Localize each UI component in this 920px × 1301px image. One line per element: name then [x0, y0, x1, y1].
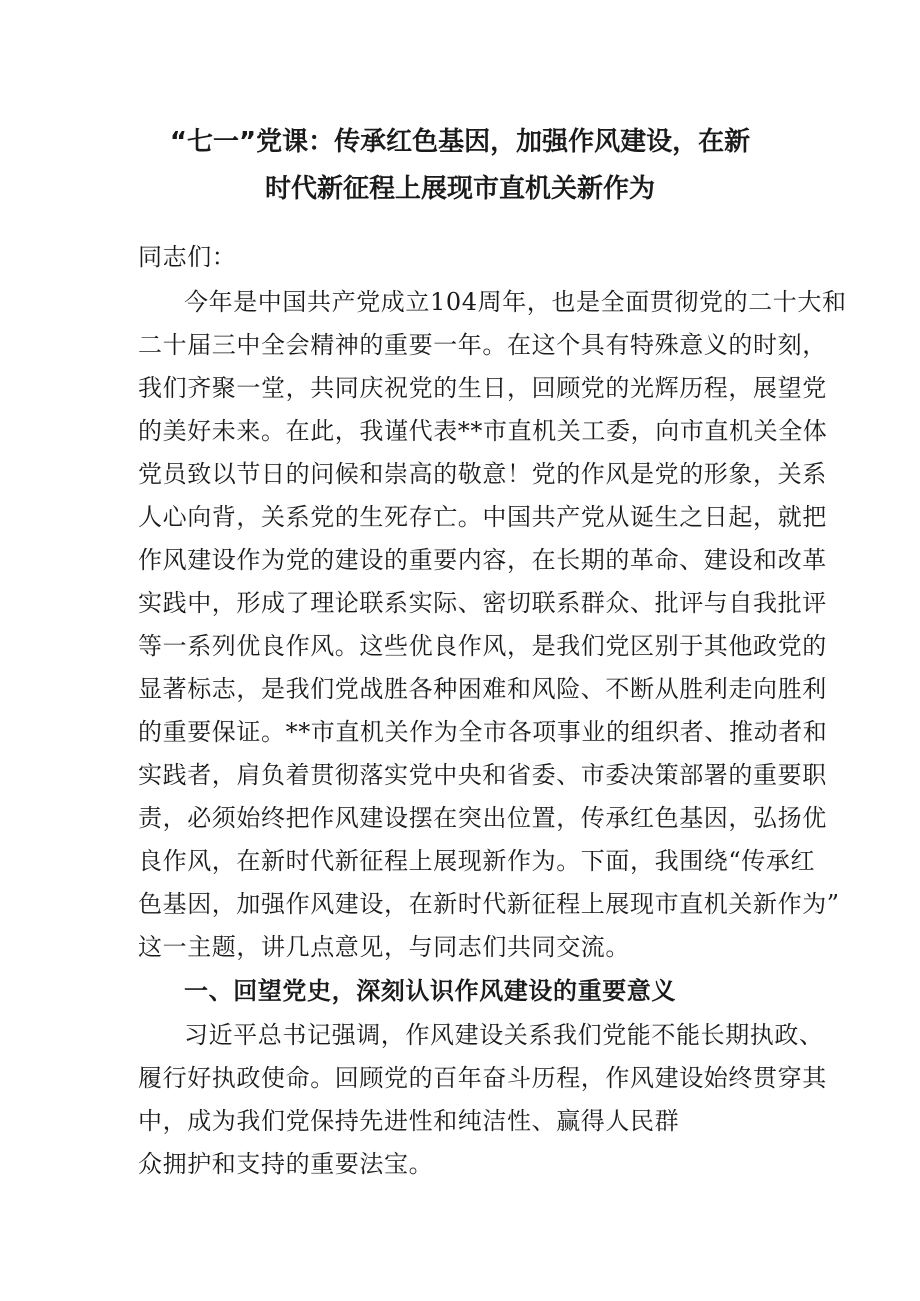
paragraph-2-line: 中，成为我们党保持先进性和纯洁性、赢得人民群 — [138, 1107, 680, 1135]
paragraph-1-line: 实践中，形成了理论联系实际、密切联系群众、批评与自我批评 — [138, 589, 827, 617]
paragraph-1-line: 今年是中国共产党成立104周年，也是全面贯彻党的二十大和 — [184, 288, 847, 316]
paragraph-2-line: 习近平总书记强调，作风建设关系我们党能不能长期执政、 — [184, 1021, 824, 1049]
paragraph-1-line: 党员致以节日的问候和崇高的敬意！党的作风是党的形象，关系 — [138, 460, 827, 488]
paragraph-1-line: 的美好未来。在此，我谨代表**市直机关工委，向市直机关全体 — [138, 417, 828, 445]
paragraph-2-line: 众拥护和支持的重要法宝。 — [138, 1150, 434, 1178]
paragraph-1-line: 显著标志，是我们党战胜各种困难和风险、不断从胜利走向胜利 — [138, 675, 827, 703]
document-title-line-1: “七一”党课：传承红色基因，加强作风建设，在新 — [169, 127, 751, 157]
document-title-line-2: 时代新征程上展现市直机关新作为 — [264, 174, 655, 204]
paragraph-1-line: 色基因，加强作风建设，在新时代新征程上展现市直机关新作为” — [138, 890, 840, 918]
paragraph-1-line: 的重要保证。**市直机关作为全市各项事业的组织者、推动者和 — [138, 718, 828, 746]
paragraph-1-line: 人心向背，关系党的生死存亡。中国共产党从诞生之日起，就把 — [138, 503, 827, 531]
section-heading: 一、回望党史，深刻认识作风建设的重要意义 — [184, 976, 676, 1005]
paragraph-1-line: 作风建设作为党的建设的重要内容，在长期的革命、建设和改革 — [138, 546, 827, 574]
paragraph-1-line: 责，必须始终把作风建设摆在突出位置，传承红色基因，弘扬优 — [138, 804, 827, 832]
paragraph-1-line: 我们齐聚一堂，共同庆祝党的生日，回顾党的光辉历程，展望党 — [138, 374, 827, 402]
paragraph-1-line: 这一主题，讲几点意见，与同志们共同交流。 — [138, 933, 630, 961]
paragraph-1-line: 实践者，肩负着贯彻落实党中央和省委、市委决策部署的重要职 — [138, 761, 827, 789]
paragraph-2-line: 履行好执政使命。回顾党的百年奋斗历程，作风建设始终贯穿其 — [138, 1064, 827, 1092]
paragraph-1-line: 二十届三中全会精神的重要一年。在这个具有特殊意义的时刻， — [138, 331, 827, 359]
paragraph-1-line: 良作风，在新时代新征程上展现新作为。下面，我围绕“传承红 — [138, 847, 816, 875]
paragraph-1-line: 等一系列优良作风。这些优良作风，是我们党区别于其他政党的 — [138, 632, 827, 660]
salutation: 同志们： — [138, 243, 237, 271]
